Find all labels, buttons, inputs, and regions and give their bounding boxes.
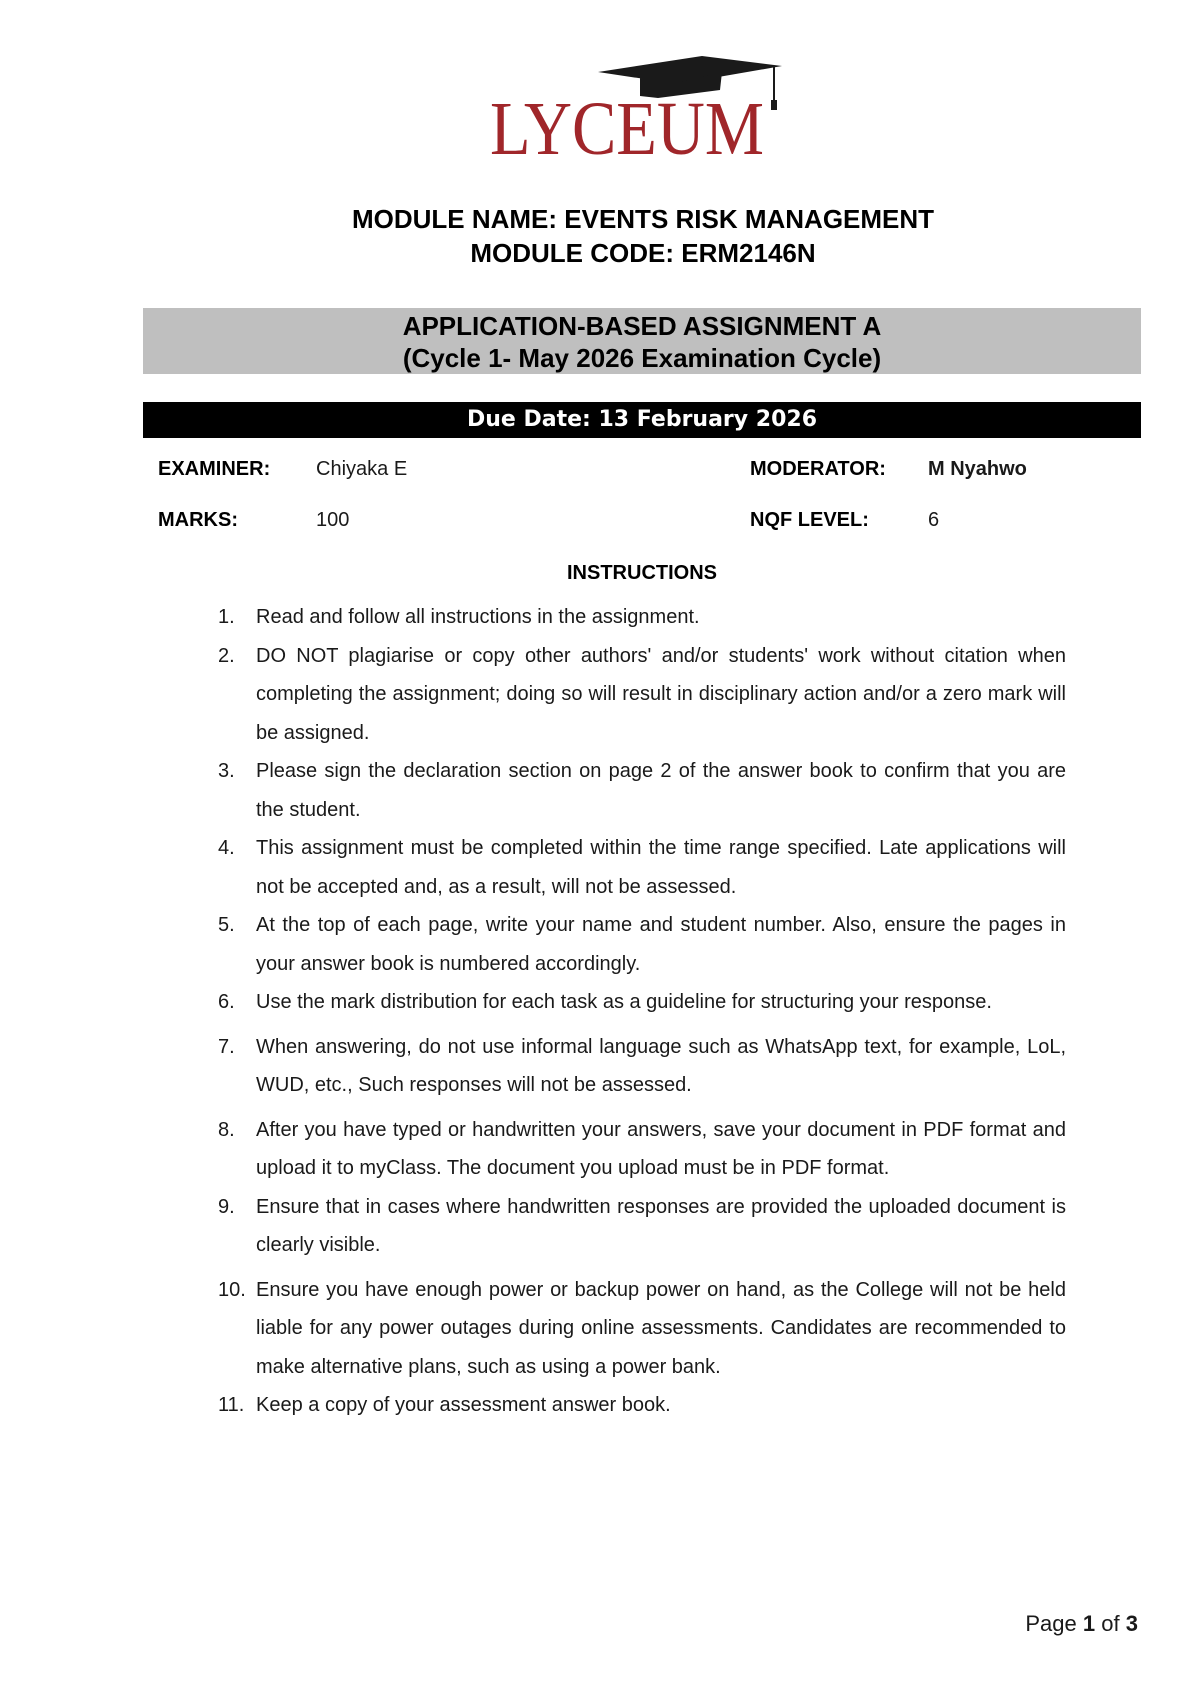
instruction-text: Please sign the declaration section on page 2 of the answer book to confirm that you are the student. — [256, 760, 1066, 821]
current-page: 1 — [1082, 1611, 1096, 1636]
module-name: MODULE NAME: EVENTS RISK MANAGEMENT — [351, 204, 935, 234]
assignment-cycle: (Cycle 1- May 2026 Examination Cycle) — [402, 343, 882, 373]
instruction-item — [218, 906, 1066, 983]
info-row-examiner — [158, 454, 1098, 484]
instruction-number: 2. — [218, 644, 235, 667]
page-word: Page — [1025, 1611, 1077, 1636]
assignment-title: APPLICATION-BASED ASSIGNMENT A — [402, 311, 882, 341]
instruction-text: Ensure that in cases where handwritten responses are provided the uploaded document is clearly visible. — [256, 1195, 1066, 1256]
instruction-text: Ensure you have enough power or backup power on hand, as the College will not be held liable for any power outages during online assessments. Candidates are recommended to make alternative plans, such as using a power bank. — [256, 1278, 1066, 1378]
instruction-item — [218, 983, 1066, 1022]
module-heading — [143, 202, 1143, 270]
instruction-item — [218, 1271, 1066, 1387]
instruction-number: 4. — [218, 837, 235, 859]
examiner-value: Chiyaka E — [316, 458, 408, 480]
instruction-item — [218, 598, 1066, 637]
logo-wordmark: LYCEUM — [490, 87, 764, 168]
instruction-item — [218, 752, 1066, 829]
instruction-item — [218, 1386, 1066, 1425]
of-word: of — [1101, 1611, 1120, 1636]
module-code: MODULE CODE: ERM2146N — [470, 238, 816, 268]
instruction-number: 9. — [218, 1195, 235, 1218]
info-row-marks — [158, 505, 1098, 535]
marks-label: MARKS: — [158, 509, 238, 531]
instruction-item — [218, 1188, 1066, 1265]
instruction-item — [218, 829, 1066, 906]
total-pages: 3 — [1125, 1611, 1138, 1636]
assignment-banner — [143, 308, 1141, 374]
instruction-list — [218, 598, 1066, 1425]
nqf-level-label: NQF LEVEL: — [750, 509, 869, 531]
instruction-number: 6. — [218, 991, 235, 1013]
instruction-text: When answering, do not use informal language such as WhatsApp text, for example, LoL, WUD, etc., Such responses will not be assessed. — [256, 1035, 1066, 1096]
moderator-label: MODERATOR: — [750, 458, 886, 480]
moderator-value: M Nyahwo — [928, 458, 1027, 480]
examiner-label: EXAMINER: — [158, 458, 271, 480]
instruction-number: 11. — [218, 1394, 245, 1416]
instruction-number: 8. — [218, 1118, 235, 1141]
instruction-item — [218, 1111, 1066, 1188]
instruction-number: 3. — [218, 760, 235, 782]
instruction-item — [218, 637, 1066, 753]
instruction-number: 7. — [218, 1035, 235, 1058]
instruction-text: DO NOT plagiarise or copy other authors' and/or students' work without citation when completing the assignment; doing so will result in disciplinary action and/or a zero mark will be assigned. — [256, 644, 1066, 744]
marks-value: 100 — [316, 509, 350, 531]
instruction-text: At the top of each page, write your name and student number. Also, ensure the pages in your answer book is numbered accordingly. — [256, 914, 1066, 975]
nqf-level-value: 6 — [928, 509, 940, 531]
instruction-number: 10. — [218, 1278, 246, 1301]
instructions-heading: INSTRUCTIONS — [567, 562, 717, 584]
page-number — [1025, 1609, 1138, 1639]
due-date-banner: Due Date: 13 February 2026 — [143, 402, 1141, 438]
instruction-number: 1. — [218, 606, 235, 628]
lyceum-logo — [490, 52, 790, 168]
instruction-number: 5. — [218, 914, 235, 936]
instruction-item — [218, 1028, 1066, 1105]
instruction-text: Read and follow all instructions in the assignment. — [256, 606, 700, 628]
instruction-text: This assignment must be completed within the time range specified. Late applications will not be accepted and, as a result, will not be assessed. — [256, 837, 1066, 898]
instruction-text: After you have typed or handwritten your answers, save your document in PDF format and upload it to myClass. The document you upload must be in PDF format. — [256, 1118, 1066, 1179]
graduation-cap-logo-icon — [490, 52, 790, 168]
instruction-text: Use the mark distribution for each task as a guideline for structuring your response. — [256, 991, 992, 1013]
instruction-text: Keep a copy of your assessment answer book. — [256, 1394, 671, 1416]
